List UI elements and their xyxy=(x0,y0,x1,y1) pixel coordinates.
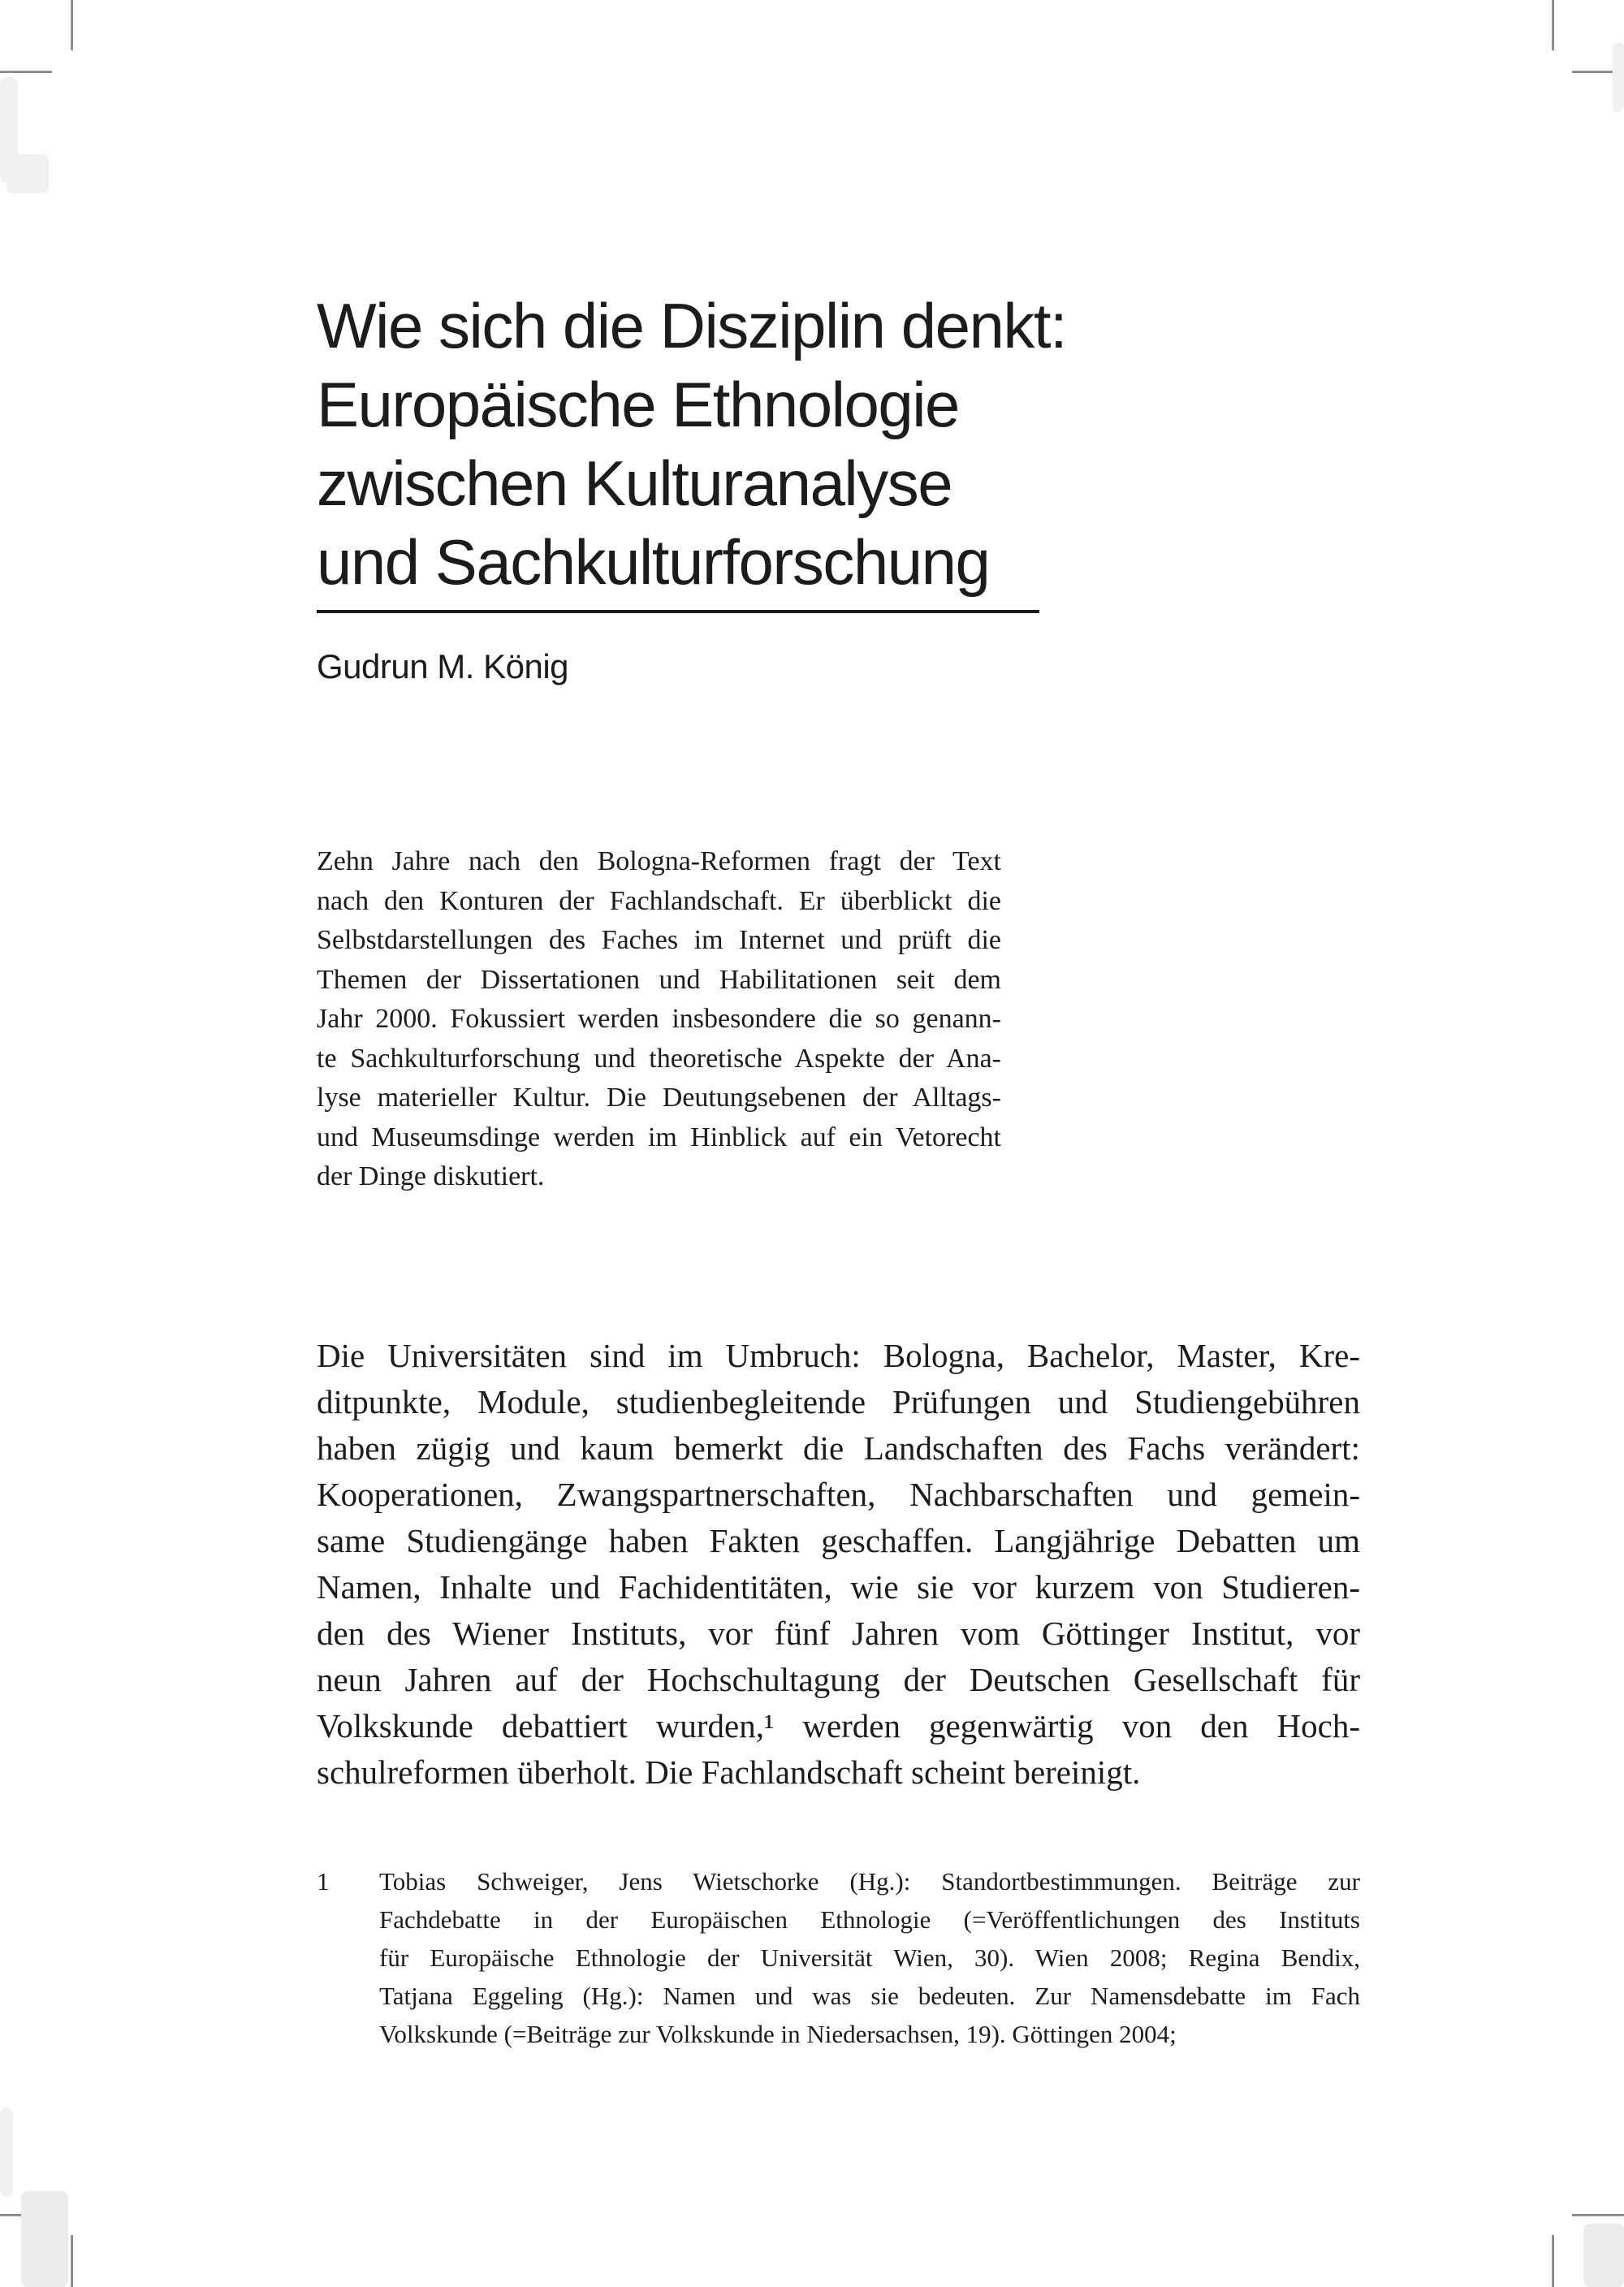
text-line: Fachdebatte in der Europäischen Ethnologie (=Veröffentlichungen des Instituts xyxy=(379,1905,1360,1934)
crop-mark-bottom-right-horizontal xyxy=(1572,2214,1624,2216)
footnote-number: 1 xyxy=(317,1867,330,1896)
body-paragraph xyxy=(317,1333,1360,1796)
text-line: Volkskunde (=Beiträge zur Volkskunde in Niedersachsen, 19). Göttingen 2004; xyxy=(379,2020,1177,2048)
scan-artifact xyxy=(1583,2224,1624,2287)
text-line: zwischen Kulturanalyse xyxy=(317,447,952,519)
text-line: schulreformen überholt. Die Fachlandschaft scheint bereinigt. xyxy=(317,1753,1141,1791)
text-line: Europäische Ethnologie xyxy=(317,369,959,440)
scan-artifact xyxy=(6,154,49,193)
text-line: für Europäische Ethnologie der Universität Wien, 30). Wien 2008; Regina Bendix, xyxy=(379,1943,1360,1972)
text-line: same Studiengänge haben Fakten geschaffen. Langjährige Debatten um xyxy=(317,1522,1360,1559)
scan-artifact xyxy=(1613,42,1624,112)
crop-mark-top-left-vertical xyxy=(71,0,73,50)
author-name: Gudrun M. König xyxy=(317,647,569,685)
text-line: Zehn Jahre nach den Bologna-Reformen fragt der Text xyxy=(317,846,1001,876)
text-line: Tobias Schweiger, Jens Wietschorke (Hg.): Standortbestimmungen. Beiträge zur xyxy=(379,1867,1360,1896)
text-line: Themen der Dissertationen und Habilitationen seit dem xyxy=(317,964,1001,995)
text-line: ditpunkte, Module, studienbegleitende Prüfungen und Studiengebühren xyxy=(317,1383,1360,1420)
text-line: und Museumsdinge werden im Hinblick auf ein Vetorecht xyxy=(317,1122,1001,1152)
article-title xyxy=(317,287,1372,602)
text-line: der Dinge diskutiert. xyxy=(317,1161,545,1191)
text-line: Jahr 2000. Fokussiert werden insbesondere die so genann- xyxy=(317,1004,1001,1034)
crop-mark-top-right-vertical xyxy=(1552,0,1554,50)
text-line: te Sachkulturforschung und theoretische Aspekte der Ana- xyxy=(317,1043,1001,1074)
crop-mark-top-left-horizontal xyxy=(0,71,52,73)
text-line: haben zügig und kaum bemerkt die Landschaften des Fachs verändert: xyxy=(317,1429,1360,1467)
text-line: Tatjana Eggeling (Hg.): Namen und was sie bedeuten. Zur Namensdebatte im Fach xyxy=(379,1982,1360,2010)
scan-artifact xyxy=(0,2108,13,2197)
text-line: den des Wiener Instituts, vor fünf Jahren vom Göttinger Institut, vor xyxy=(317,1615,1360,1652)
text-line: neun Jahren auf der Hochschultagung der Deutschen Gesellschaft für xyxy=(317,1661,1360,1698)
crop-mark-bottom-right-vertical xyxy=(1552,2235,1554,2287)
text-line: Namen, Inhalte und Fachidentitäten, wie sie vor kurzem von Studieren- xyxy=(317,1568,1360,1606)
text-line: Volkskunde debattiert wurden,¹ werden gegenwärtig von den Hoch- xyxy=(317,1707,1360,1744)
abstract-paragraph xyxy=(317,842,1001,1197)
text-line: Selbstdarstellungen des Faches im Internet und prüft die xyxy=(317,925,1001,955)
scan-artifact xyxy=(21,2191,68,2287)
text-line: Wie sich die Disziplin denkt: xyxy=(317,290,1067,361)
text-line: Die Universitäten sind im Umbruch: Bologna, Bachelor, Master, Kre- xyxy=(317,1337,1360,1374)
footnote-text xyxy=(379,1862,1360,2053)
text-line: Kooperationen, Zwangspartnerschaften, Nachbarschaften und gemein- xyxy=(317,1476,1360,1513)
title-rule xyxy=(317,610,1039,613)
text-line: nach den Konturen der Fachlandschaft. Er überblickt die xyxy=(317,885,1001,916)
text-line: lyse materieller Kultur. Die Deutungsebenen der Alltags- xyxy=(317,1083,1001,1113)
crop-mark-bottom-left-vertical xyxy=(71,2235,73,2287)
text-line: und Sachkulturforschung xyxy=(317,526,990,598)
